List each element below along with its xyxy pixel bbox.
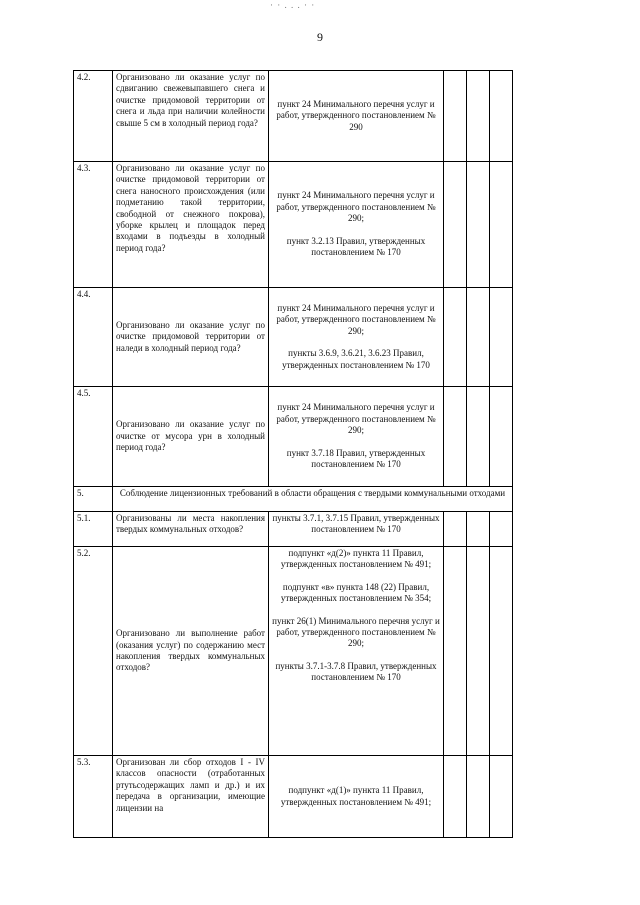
answer-cell[interactable] <box>444 512 467 547</box>
answer-cell[interactable] <box>490 162 513 288</box>
page-number: 9 <box>317 30 323 44</box>
row-reference: пункт 24 Минимального перечня услуг и работ, утвержденного постановлением № 290; пункты 3.6.9, 3.6.21, 3.6.23 Правил, утвержденных постановлением № 170 <box>269 288 444 387</box>
table-row <box>74 288 513 387</box>
checklist-table <box>73 70 513 838</box>
row-number: 5.3. <box>74 756 113 838</box>
row-reference: пункт 24 Минимального перечня услуг и работ, утвержденного постановлением № 290 <box>269 71 444 162</box>
row-question: Организовано ли оказание услуг по очистке придомовой территории от снега наносного происхождения (или подметанию такой территории, свободной от снежного покрова), уборке крылец и площадок перед входами в подъезды в холодный период года? <box>113 162 269 288</box>
answer-cell[interactable] <box>444 71 467 162</box>
answer-cell[interactable] <box>467 387 490 487</box>
answer-cell[interactable] <box>444 288 467 387</box>
answer-cell[interactable] <box>444 387 467 487</box>
table-row <box>74 547 513 756</box>
table-row <box>74 387 513 487</box>
table-row <box>74 162 513 288</box>
row-question: Организовано ли оказание услуг по очистке придомовой территории от наледи в холодный период года? <box>113 288 269 387</box>
answer-cell[interactable] <box>467 71 490 162</box>
answer-cell[interactable] <box>444 162 467 288</box>
answer-cell[interactable] <box>467 162 490 288</box>
row-question: Организованы ли места накопления твердых коммунальных отходов? <box>113 512 269 547</box>
row-number: 4.5. <box>74 387 113 487</box>
section-row <box>74 487 513 512</box>
row-reference: подпункт «д(2)» пункта 11 Правил, утвержденных постановлением № 491; подпункт «в» пункта 148 (22) Правил, утвержденных постановлением № 354; пункт 26(1) Минимального перечня услуг и работ, утвержденного постановлением № 290; пункты 3.7.1-3.7.8 Правил, утвержденных постановлением № 170 <box>269 547 444 756</box>
row-number: 4.2. <box>74 71 113 162</box>
answer-cell[interactable] <box>490 512 513 547</box>
row-question: Организовано ли выполнение работ (оказания услуг) по содержанию мест накопления твердых коммунальных отходов? <box>113 547 269 756</box>
table-row <box>74 71 513 162</box>
row-reference: пункты 3.7.1, 3.7.15 Правил, утвержденных постановлением № 170 <box>269 512 444 547</box>
row-question: Организовано ли оказание услуг по сдвиганию свежевыпавшего снега и очистке придомовой территории от снега и льда при наличии колейности свыше 5 см в холодный период года? <box>113 71 269 162</box>
row-number: 4.4. <box>74 288 113 387</box>
scan-mark: · · . . . · · <box>270 0 316 10</box>
answer-cell[interactable] <box>444 756 467 838</box>
section-number: 5. <box>74 487 113 512</box>
answer-cell[interactable] <box>444 547 467 756</box>
table-row <box>74 756 513 838</box>
row-reference: пункт 24 Минимального перечня услуг и работ, утвержденного постановлением № 290; пункт 3.2.13 Правил, утвержденных постановлением № 170 <box>269 162 444 288</box>
answer-cell[interactable] <box>490 71 513 162</box>
row-number: 5.1. <box>74 512 113 547</box>
row-question: Организован ли сбор отходов I - IV классов опасности (отработанных ртутьсодержащих ламп и др.) и их передача в организации, имеющие лицензии на <box>113 756 269 838</box>
row-reference: пункт 24 Минимального перечня услуг и работ, утвержденного постановлением № 290; пункт 3.7.18 Правил, утвержденных постановлением № 170 <box>269 387 444 487</box>
section-title: Соблюдение лицензионных требований в области обращения с твердыми коммунальными отходами <box>113 487 513 512</box>
row-number: 5.2. <box>74 547 113 756</box>
answer-cell[interactable] <box>490 756 513 838</box>
answer-cell[interactable] <box>490 387 513 487</box>
answer-cell[interactable] <box>467 756 490 838</box>
answer-cell[interactable] <box>490 288 513 387</box>
answer-cell[interactable] <box>467 288 490 387</box>
answer-cell[interactable] <box>467 547 490 756</box>
row-question: Организовано ли оказание услуг по очистке от мусора урн в холодный период года? <box>113 387 269 487</box>
answer-cell[interactable] <box>490 547 513 756</box>
row-reference: подпункт «д(1)» пункта 11 Правил, утвержденных постановлением № 491; <box>269 756 444 838</box>
table-row <box>74 512 513 547</box>
row-number: 4.3. <box>74 162 113 288</box>
answer-cell[interactable] <box>467 512 490 547</box>
